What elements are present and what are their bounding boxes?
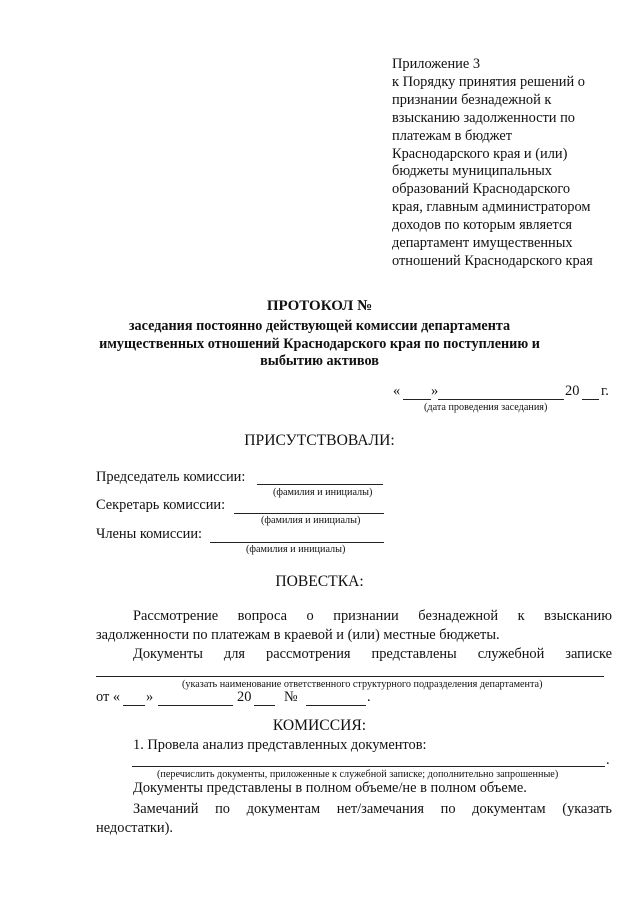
agenda-heading: ПОВЕСТКА: (275, 573, 364, 590)
from-label: от « (96, 689, 121, 705)
appendix-line: бюджеты муниципальных (392, 163, 552, 180)
name-caption: (фамилия и инициалы) (261, 515, 361, 526)
date-close-quote: » (431, 383, 439, 399)
memo-year-prefix: 20 (237, 689, 252, 705)
appendix-line: взысканию задолженности по (392, 109, 575, 126)
appendix-line: признании безнадежной к (392, 91, 552, 108)
members-blank[interactable] (210, 542, 384, 543)
department-blank[interactable] (96, 676, 604, 677)
remarks-paragraph: Замечаний по документам нет/замечания по документам (указать недостатки). (96, 801, 612, 836)
documents-end-dot: . (606, 752, 610, 768)
appendix-line: департамент имущественных (392, 235, 573, 252)
memo-month-blank[interactable] (158, 705, 233, 706)
day-blank[interactable] (403, 399, 431, 400)
agenda-paragraph: Рассмотрение вопроса о признании безнадежной к взысканию задолженности по платежам в краевой и (или) местные бюджеты. (96, 608, 612, 643)
chair-label: Председатель комиссии: (96, 469, 246, 485)
memo-dot: . (367, 689, 371, 705)
secretary-blank[interactable] (234, 513, 384, 514)
appendix-line: платежам в бюджет (392, 127, 513, 144)
secretary-label: Секретарь комиссии: (96, 497, 226, 513)
year-blank[interactable] (582, 399, 599, 400)
appendix-line: отношений Краснодарского края (392, 252, 593, 269)
protocol-title: ПРОТОКОЛ № (266, 298, 373, 314)
appendix-line: Краснодарского края и (или) (392, 145, 568, 162)
commission-heading: КОМИССИЯ: (272, 717, 367, 734)
subtitle-line: имущественных отношений Краснодарского края по поступлению и (99, 335, 540, 352)
documents-caption: (перечислить документы, приложенные к служебной записке; дополнительно запрошенные) (157, 769, 559, 780)
date-open-quote: « (393, 383, 401, 399)
name-caption: (фамилия и инициалы) (246, 544, 346, 555)
documents-blank[interactable] (132, 766, 605, 767)
commission-item-1: 1. Провела анализ представленных документов: (133, 737, 427, 753)
docs-line: Документы для рассмотрения представлены служебной записке (133, 646, 612, 662)
appendix-block (392, 56, 593, 271)
memo-number-blank[interactable] (306, 705, 366, 706)
from-quote-close: » (146, 689, 154, 705)
memo-year-blank[interactable] (254, 705, 275, 706)
department-caption: (указать наименование ответственного структурного подразделения департамента) (182, 679, 543, 690)
protocol-subtitle (0, 318, 639, 371)
appendix-line: края, главным администратором (392, 199, 591, 216)
name-caption: (фамилия и инициалы) (273, 487, 373, 498)
year-prefix: 20 (565, 383, 580, 399)
date-caption: (дата проведения заседания) (424, 402, 548, 413)
present-heading: ПРИСУТСТВОВАЛИ: (244, 432, 395, 449)
memo-day-blank[interactable] (123, 705, 145, 706)
documents-completeness: Документы представлены в полном объеме/не в полном объеме. (133, 780, 527, 796)
subtitle-line: выбытию активов (260, 353, 379, 369)
subtitle-line: заседания постоянно действующей комиссии департамента (128, 318, 511, 334)
month-blank[interactable] (438, 399, 564, 400)
appendix-line: Приложение 3 (392, 56, 481, 72)
number-sign: № (284, 689, 298, 705)
appendix-line: к Порядку принятия решений о (392, 73, 585, 90)
appendix-line: образований Краснодарского (392, 181, 571, 198)
appendix-line: доходов по которым является (392, 217, 573, 234)
members-label: Члены комиссии: (96, 526, 203, 542)
chair-blank[interactable] (257, 484, 383, 485)
year-suffix: г. (601, 383, 609, 399)
